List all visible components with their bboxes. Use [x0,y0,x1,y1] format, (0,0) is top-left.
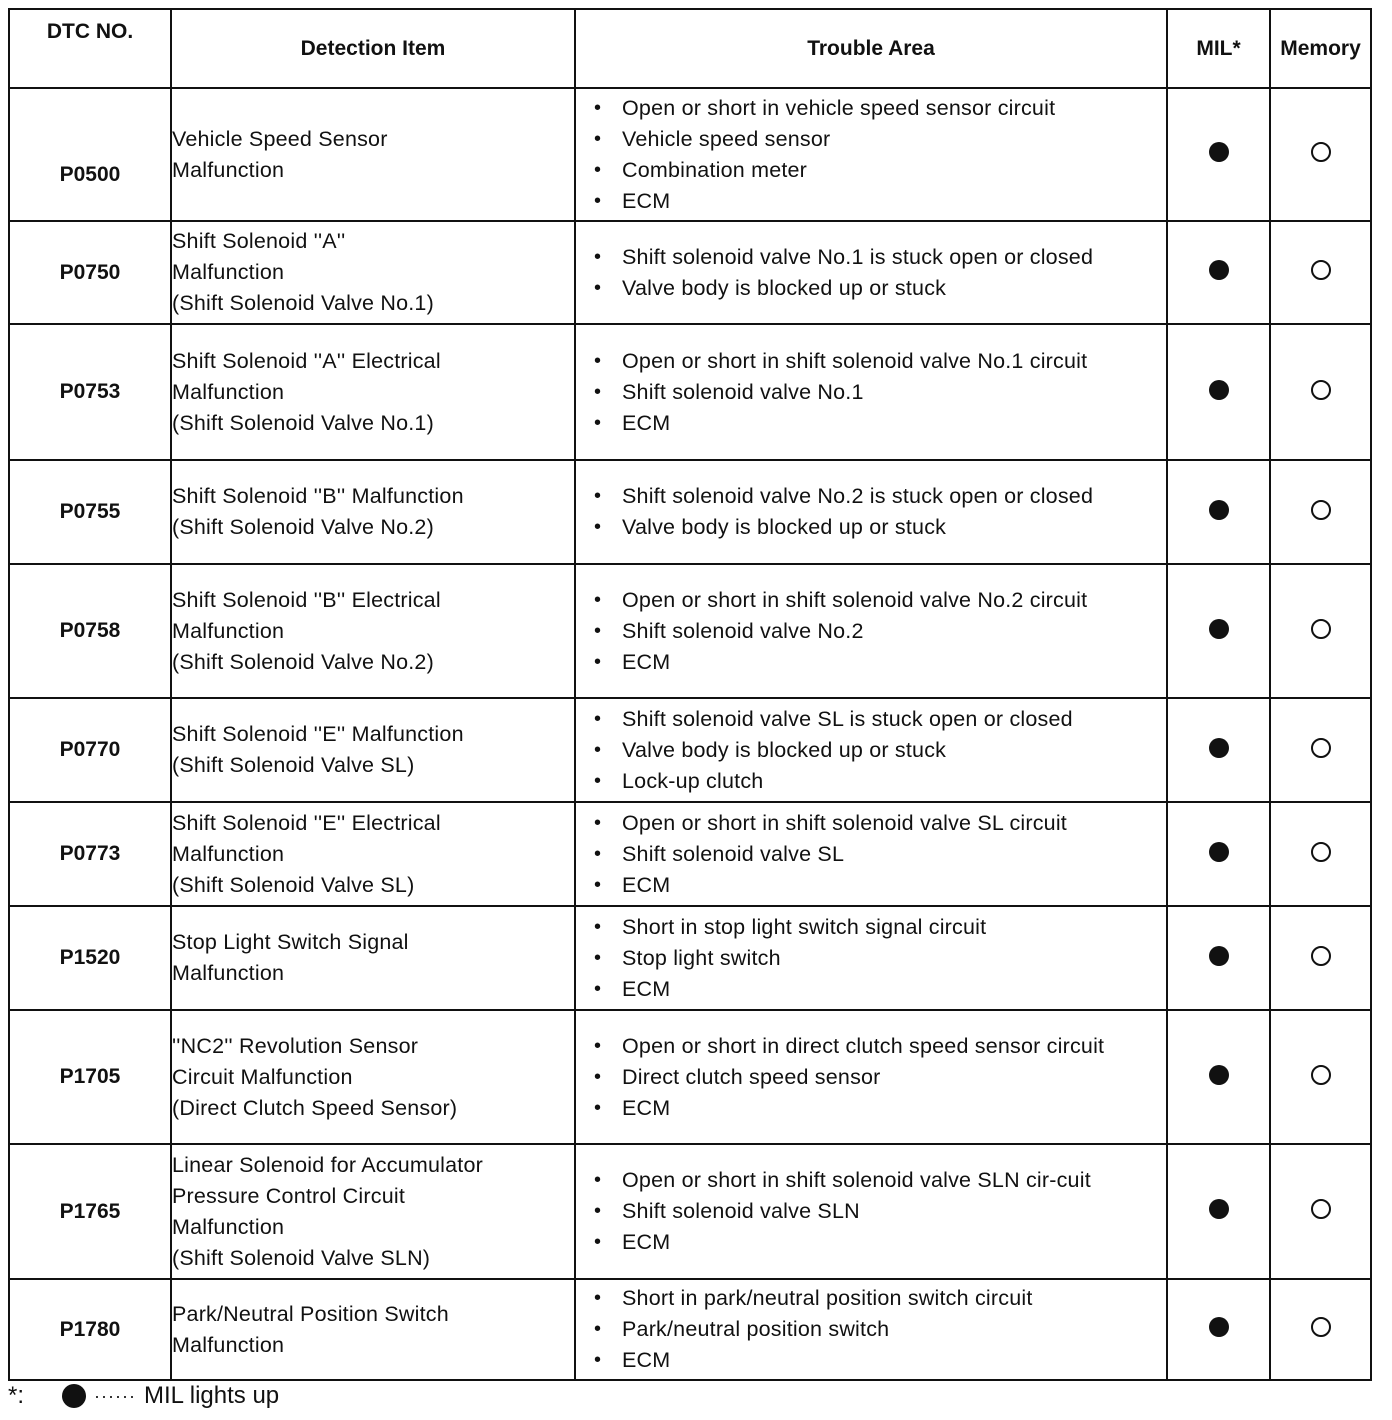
memory-cell [1270,88,1371,221]
trouble-area-item: • Stop light switch [576,943,1166,974]
detection-item-line: Malfunction [172,260,285,284]
detection-item [171,802,575,906]
table-row [9,460,1371,564]
detection-item-line: Malfunction [172,961,285,985]
trouble-area-item: • ECM [576,1345,1166,1376]
table-row [9,698,1371,802]
detection-item [171,88,575,221]
trouble-area-item: • Shift solenoid valve No.2 is stuck open or closed [576,481,1166,512]
detection-item-line: Pressure Control Circuit [172,1183,406,1208]
trouble-area [575,460,1167,564]
memory-cell [1270,564,1371,698]
detection-item [171,564,575,698]
detection-item-line: Malfunction [172,157,285,182]
trouble-area [575,221,1167,324]
dtc-code: P1705 [9,1010,171,1144]
memory-stored-icon [1311,260,1331,280]
footnote [8,1382,279,1410]
memory-stored-icon [1311,738,1331,758]
trouble-area-item: • Valve body is blocked up or stuck [576,512,1166,543]
header-row [9,9,1371,88]
trouble-area [575,1279,1167,1380]
dtc-code: P0755 [9,460,171,564]
detection-item-line: ''NC2'' Revolution Sensor [172,1033,419,1058]
trouble-area-item: • Short in stop light switch signal circuit [576,912,1166,943]
dtc-code: P1765 [9,1144,171,1279]
table-row [9,1010,1371,1144]
mil-cell [1167,460,1270,564]
table-row [9,221,1371,324]
mil-on-icon [1209,380,1229,400]
dtc-code: P0750 [9,221,171,324]
trouble-area-item: • ECM [576,870,1166,901]
trouble-area-list [576,242,1166,304]
memory-stored-icon [1311,946,1331,966]
mil-on-icon [62,1384,86,1408]
detection-item-line: Malfunction [172,618,285,643]
dtc-code: P1520 [9,906,171,1010]
table-row [9,88,1371,221]
trouble-area-item: • Shift solenoid valve SL is stuck open or closed [576,704,1166,735]
footnote-leader-dots: ······ [94,1385,136,1406]
table-row [9,906,1371,1010]
mil-cell [1167,1010,1270,1144]
memory-cell [1270,460,1371,564]
trouble-area-item: • ECM [576,647,1166,678]
trouble-area-item: • Direct clutch speed sensor [576,1062,1166,1093]
mil-cell [1167,564,1270,698]
detection-item [171,698,575,802]
header-trouble-area: Trouble Area [575,9,1167,88]
trouble-area-item: • Open or short in vehicle speed sensor circuit [576,93,1166,124]
footnote-marker: *: [8,1382,25,1409]
detection-item [171,221,575,324]
detection-item-line: Malfunction [172,379,285,404]
mil-on-icon [1209,1199,1229,1219]
trouble-area-list [576,808,1166,901]
detection-item-line: Shift Solenoid ''B'' Electrical [172,587,441,612]
detection-item-line: Circuit Malfunction [172,1064,353,1089]
dtc-code: P0758 [9,564,171,698]
detection-item-line: Shift Solenoid ''A'' Electrical [172,348,441,373]
memory-stored-icon [1311,619,1331,639]
trouble-area-item: • Shift solenoid valve SL [576,839,1166,870]
trouble-area [575,324,1167,460]
memory-cell [1270,324,1371,460]
trouble-area-list [576,585,1166,678]
trouble-area-item: • Open or short in shift solenoid valve No.1 circuit [576,346,1166,377]
mil-cell [1167,221,1270,324]
trouble-area [575,1010,1167,1144]
detection-item-line: Malfunction [172,841,285,866]
mil-cell [1167,698,1270,802]
detection-item-line: Shift Solenoid ''E'' Malfunction [172,722,464,746]
trouble-area [575,698,1167,802]
trouble-area-item: • Shift solenoid valve SLN [576,1196,1166,1227]
mil-cell [1167,88,1270,221]
detection-item-line: (Shift Solenoid Valve No.1) [172,291,434,315]
detection-item-line: (Shift Solenoid Valve No.2) [172,515,434,539]
memory-stored-icon [1311,1317,1331,1337]
trouble-area-list [576,1031,1166,1124]
memory-stored-icon [1311,1199,1331,1219]
table-row [9,1279,1371,1380]
memory-cell [1270,221,1371,324]
trouble-area-item: • Open or short in direct clutch speed sensor circuit [576,1031,1166,1062]
detection-item [171,460,575,564]
mil-on-icon [1209,500,1229,520]
memory-cell [1270,906,1371,1010]
trouble-area-item: • ECM [576,186,1166,217]
detection-item-line: (Shift Solenoid Valve SLN) [172,1245,431,1270]
mil-on-icon [1209,1317,1229,1337]
trouble-area-item: • ECM [576,1227,1166,1258]
detection-item-line: (Shift Solenoid Valve No.2) [172,649,434,674]
memory-stored-icon [1311,500,1331,520]
mil-on-icon [1209,619,1229,639]
trouble-area-item: • Open or short in shift solenoid valve SL circuit [576,808,1166,839]
trouble-area-item: • Open or short in shift solenoid valve No.2 circuit [576,585,1166,616]
mil-on-icon [1209,260,1229,280]
trouble-area-list [576,704,1166,797]
trouble-area-list [576,346,1166,439]
detection-item [171,324,575,460]
dtc-code: P0500 [9,88,171,221]
memory-cell [1270,802,1371,906]
trouble-area-list [576,1283,1166,1376]
memory-stored-icon [1311,1065,1331,1085]
table-row [9,564,1371,698]
trouble-area [575,88,1167,221]
detection-item-line: (Shift Solenoid Valve SL) [172,872,415,897]
detection-item-line: Shift Solenoid ''A'' [172,229,346,253]
mil-cell [1167,324,1270,460]
trouble-area-item: • Valve body is blocked up or stuck [576,735,1166,766]
mil-cell [1167,1279,1270,1380]
header-detection-item: Detection Item [171,9,575,88]
memory-stored-icon [1311,142,1331,162]
table-row [9,802,1371,906]
trouble-area-item: • Shift solenoid valve No.2 [576,616,1166,647]
trouble-area [575,802,1167,906]
dtc-code: P0770 [9,698,171,802]
detection-item [171,1144,575,1279]
trouble-area-item: • Shift solenoid valve No.1 is stuck open or closed [576,242,1166,273]
trouble-area-list [576,912,1166,1005]
trouble-area-item: • Vehicle speed sensor [576,124,1166,155]
mil-on-icon [1209,1065,1229,1085]
mil-on-icon [1209,142,1229,162]
trouble-area-item: • Shift solenoid valve No.1 [576,377,1166,408]
detection-item-line: (Shift Solenoid Valve No.1) [172,410,434,435]
detection-item-line: Malfunction [172,1214,285,1239]
detection-item-line: Shift Solenoid ''E'' Electrical [172,810,441,835]
trouble-area-list [576,481,1166,543]
mil-cell [1167,802,1270,906]
dtc-code: P0773 [9,802,171,906]
trouble-area-item: • ECM [576,408,1166,439]
trouble-area-list [576,1165,1166,1258]
detection-item [171,1279,575,1380]
trouble-area-item: • Valve body is blocked up or stuck [576,273,1166,304]
trouble-area [575,906,1167,1010]
detection-item-line: Linear Solenoid for Accumulator [172,1152,483,1177]
trouble-area [575,1144,1167,1279]
trouble-area-list [576,93,1166,217]
detection-item [171,1010,575,1144]
memory-stored-icon [1311,380,1331,400]
trouble-area-item: • Combination meter [576,155,1166,186]
memory-stored-icon [1311,842,1331,862]
mil-cell [1167,906,1270,1010]
mil-on-icon [1209,946,1229,966]
header-dtc-no: DTC NO. [9,9,171,88]
dtc-code: P1780 [9,1279,171,1380]
detection-item-line: Stop Light Switch Signal [172,930,409,954]
trouble-area-item: • Open or short in shift solenoid valve SLN cir-cuit [576,1165,1166,1196]
detection-item-line: (Shift Solenoid Valve SL) [172,753,415,777]
trouble-area-item: • Park/neutral position switch [576,1314,1166,1345]
header-mil: MIL* [1167,9,1270,88]
footnote-text: MIL lights up [143,1382,280,1409]
mil-cell [1167,1144,1270,1279]
detection-item-line: Shift Solenoid ''B'' Malfunction [172,484,464,508]
mil-on-icon [1209,842,1229,862]
detection-item-line: Malfunction [172,1332,285,1357]
detection-item [171,906,575,1010]
trouble-area-item: • Short in park/neutral position switch circuit [576,1283,1166,1314]
trouble-area-item: • ECM [576,974,1166,1005]
header-memory: Memory [1270,9,1371,88]
detection-item-line: Park/Neutral Position Switch [172,1301,449,1326]
memory-cell [1270,1010,1371,1144]
table-row [9,1144,1371,1279]
table-row [9,324,1371,460]
dtc-code: P0753 [9,324,171,460]
detection-item-line: Vehicle Speed Sensor [172,126,388,151]
memory-cell [1270,1279,1371,1380]
memory-cell [1270,698,1371,802]
mil-on-icon [1209,738,1229,758]
detection-item-line: (Direct Clutch Speed Sensor) [172,1095,458,1120]
trouble-area-item: • Lock-up clutch [576,766,1166,797]
memory-cell [1270,1144,1371,1279]
dtc-table [8,8,1372,1381]
trouble-area [575,564,1167,698]
trouble-area-item: • ECM [576,1093,1166,1124]
